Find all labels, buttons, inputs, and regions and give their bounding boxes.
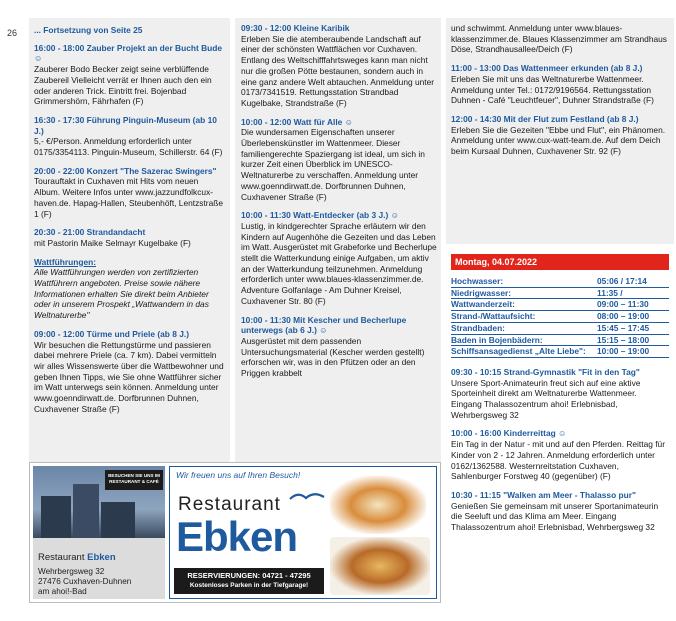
- column-2: [235, 18, 441, 462]
- tide-value: 15:45 – 17:45: [597, 322, 650, 333]
- table-row: [451, 346, 669, 358]
- tide-value: 09:00 – 11:30: [597, 299, 649, 310]
- tide-value: 10:00 – 19:00: [597, 346, 650, 357]
- event-title: 11:00 - 13:00 Das Wattenmeer erkunden (ab 8 J.): [451, 63, 643, 74]
- ad-slogan: Wir freuen uns auf Ihren Besuch!: [176, 470, 301, 480]
- event-body: Die wundersamen Eigenschaften unserer Überlebenskünstler im Wattenmeer. Dieser familiengerechte Spaziergang ist ideal, um sich in kurzer Zeit einen Überblick im UNESCO-Weltnaturerbe zu verschaffen. Anmeldung unter www.goenndirwatt.de. Dorfbrunnen Duhnen, Cuxhavener Straße (F): [241, 127, 425, 202]
- table-row: [451, 287, 669, 299]
- event-body: Wir besuchen die Rettungstürme und passieren dabei mehrere Priele (ca. 7 km). Dabei vermitteln wir alles Wissenswerte über die Wattbewohner und geben Ihnen Tipps, wie Sie ohne Wattführer sicher im Watt unterwegs sein können. Anmeldung unter www.goenndirwatt.de. Dorfbrunnen Duhnen, Cuxhavener Straße (F): [34, 339, 224, 414]
- event-item: [34, 43, 225, 107]
- event-item: [451, 367, 669, 421]
- ad-address: [38, 567, 131, 597]
- ad-right-panel: [169, 466, 437, 599]
- tide-label: Niedrigwasser:: [451, 287, 512, 298]
- event-title: 16:30 - 17:30 Führung Pinguin-Museum (ab 10 J.): [34, 114, 217, 136]
- food-photo: [330, 537, 430, 595]
- event-title: 10:00 - 12:00 Watt für Alle ☺: [241, 116, 354, 127]
- event-title: 16:00 - 18:00 Zauber Projekt an der Bucht Bude ☺: [34, 42, 223, 64]
- event-body: Zauberer Bodo Becker zeigt seine verblüffende Zaubereil Vielleicht verrät er Ihnen auch den ein oder anderen Trick. Eintritt frei. Bojenbad Grimmershörn, Fährhafen (F): [34, 64, 212, 107]
- tide-label: Strandbaden:: [451, 322, 505, 333]
- event-title: 20:00 - 22:00 Konzert "The Sazerac Swingers": [34, 165, 217, 176]
- ad-logo-top: Restaurant: [178, 494, 281, 515]
- event-body: Ausgerüstet mit dem passenden Untersuchungsmaterial (Kescher werden gestellt) erforschen wir, was in den Pfützen oder an den Priggen krabbelt: [241, 335, 425, 379]
- event-item: [241, 315, 437, 379]
- building-photo: [33, 466, 165, 538]
- tide-value: 05:06 / 17:14: [597, 276, 647, 286]
- ad-parking: Kostenloses Parken in der Tiefgarage!: [189, 582, 309, 589]
- ad-address-line: am ahoi!-Bad: [38, 587, 87, 596]
- event-title: 09:30 - 12:00 Kleine Karibik: [241, 23, 350, 33]
- event-body: Unsere Sport-Animateurin freut sich auf eine aktive Sporteinheit direkt am Weltnaturerbe Wattenmeer. Eingang Thalassozentrum ahoi! Erlebnisbad, Wehrbergsweg 32: [451, 377, 641, 420]
- table-row: [451, 311, 669, 323]
- event-body: Erleben Sie die atemberaubende Landschaft auf einer der schönsten Wattflächen vor Cuxhaven. Entlang des Weltschifffahrtsweges kann man nicht nur die großen Pötte bestaunen, sondern auch in eine ganz andere Welt abtauchen. Anmeldung unter 0173/7341519. Rettungsstation Strandbad Kugelbake, Strandstraße (F): [241, 33, 435, 108]
- tide-table: [451, 276, 669, 358]
- event-item: [451, 114, 669, 157]
- event-item: [34, 166, 225, 220]
- tide-label: Wattwanderzeit:: [451, 299, 515, 310]
- section-title: Wattführungen:: [34, 256, 97, 267]
- event-body: mit Pastorin Maike Selmayr Kugelbake (F): [34, 237, 191, 248]
- event-item: [451, 428, 669, 482]
- tide-value: 11:35 /: [597, 287, 623, 298]
- ad-reservation-bar: [174, 568, 324, 594]
- table-row: [451, 322, 669, 334]
- column-1: [29, 18, 230, 462]
- event-body: 5,- €/Person. Anmeldung erforderlich unter 0175/3354113. Pinguin-Museum, Schillerstr. 64 (F): [34, 136, 223, 158]
- ad-badge: BESUCHEN SIE UNS IM RESTAURANT & CAFÉ: [105, 470, 163, 490]
- event-title: 10:00 - 11:30 Mit Kescher und Becherlupe unterwegs (ab 6 J.) ☺: [241, 314, 407, 336]
- ad-name-a: Restaurant: [38, 552, 85, 563]
- event-item: [241, 23, 437, 109]
- event-body: Genießen Sie gemeinsam mit unserer Sportanimateurin die Seeluft und das Klima am Meer. Eingang Thalassozentrum ahoi! Erlebnisbad, Wehrbergsweg 32: [451, 500, 659, 533]
- event-title: 09:00 - 12:00 Türme und Priele (ab 8 J.): [34, 328, 189, 339]
- ad-left-panel: [33, 466, 165, 599]
- event-item: [451, 63, 669, 106]
- tide-value: 15:15 – 18:00: [597, 334, 650, 345]
- event-item: [34, 115, 225, 158]
- event-item: [241, 117, 437, 203]
- event-body: Tourauftakt in Cuxhaven mit Hits vom neuen Album. Weitere Infos unter www.jazzundfolkcux-haven.de. Hapag-Hallen, Steubenhöft, Lentzstraße 1 (F): [34, 176, 224, 219]
- ad-address-line: 27476 Cuxhaven-Duhnen: [38, 577, 132, 586]
- table-row: [451, 299, 669, 311]
- seagull-icon: [288, 489, 328, 503]
- event-continuation: und schwimmt. Anmeldung unter www.blaues-klassenzimmer.de. Blaues Klassenzimmer am Strandhaus Döse, Strandhausallee/Deich (F): [451, 23, 667, 55]
- event-title: 09:30 - 10:15 Strand-Gymnastik "Fit in den Tag": [451, 366, 640, 377]
- events-list-1: [34, 43, 225, 249]
- event-title: 10:30 - 11:15 "Walken am Meer - Thalasso pur": [451, 489, 636, 500]
- tide-label: Baden in Bojenbädern:: [451, 334, 543, 345]
- event-item: [34, 227, 225, 248]
- ad-reservation: RESERVIERUNGEN: 04721 - 47295: [187, 571, 311, 580]
- ad-logo-main: Ebken: [176, 513, 298, 560]
- event-body: Ein Tag in der Natur - mit und auf den Pferden. Reittag für Kinder von 2 - 12 Jahren. Anmeldung erforderlich unter 0162/1362588. Westernreitstation Cuxhaven, Sahlenburger Forstweg 40 (gegenüber) (F): [451, 439, 665, 482]
- page-number: 26: [7, 28, 18, 38]
- event-title: 12:00 - 14:30 Mit der Flut zum Festland (ab 8 J.): [451, 113, 639, 124]
- tide-label: Strand-/Wattaufsicht:: [451, 311, 536, 322]
- event-body: Erleben Sie die Gezeiten "Ebbe und Flut", ein Phänomen. Anmeldung unter www.cux-watt-team.de. Auf dem Deich beim Kursaal Duhnen, Cuxhavener Str. 92 (F): [451, 124, 666, 157]
- restaurant-ad: [29, 462, 441, 603]
- tide-label: Hochwasser:: [451, 276, 504, 286]
- event-body: Lustig, in kindgerechter Sprache erläutern wir den Kindern auf Augenhöhe die Gezeiten und das Leben im Watt. Ausgerüstet mit Grabeforke und Becherlupe stellt die Watterkundung einige Aufgaben, um aktiv an der Watterkundung teilzunehmen. Anmeldung erforderlich unter www.blaues-klassenzimmer.de. Adventure Golfanlage - Am Duhner Kreisel, Cuxhavener Str. 80 (F): [241, 220, 437, 306]
- date-header: Montag, 04.07.2022: [451, 254, 669, 270]
- ad-name-b: Ebken: [87, 552, 116, 563]
- ad-address-line: Wehrbergsweg 32: [38, 567, 105, 576]
- tide-label: Schiffsansagedienst „Alte Liebe":: [451, 346, 586, 357]
- tide-value: 08:00 – 19:00: [597, 311, 650, 322]
- column-3: [446, 18, 674, 244]
- ad-restaurant-name: [38, 552, 116, 563]
- event-item: [241, 210, 437, 306]
- section-note: Alle Wattführungen werden von zertifizierten Wattführern angeboten. Preise sowie nähere Informationen erhalten Sie direkt beim Anbieter oder in unserem Prospekt „Wattwandern in das Weltnaturerbe": [34, 267, 209, 321]
- column-3-day: [446, 248, 674, 603]
- event-title: 10:00 - 16:00 Kinderreittag ☺: [451, 428, 567, 439]
- event-title: 20:30 - 21:00 Strandandacht: [34, 227, 146, 238]
- event-item: [451, 490, 669, 533]
- table-row: [451, 276, 669, 287]
- event-title: 10:00 - 11:30 Watt-Entdecker (ab 3 J.) ☺: [241, 210, 400, 221]
- food-photo: [330, 476, 426, 534]
- event-body: Erleben Sie mit uns das Weltnaturerbe Wattenmeer. Anmeldung unter Tel.: 0172/9196564. Rettungsstation Duhnen - Café "Leuchtfeuer", Duhner Strandstraße (F): [451, 73, 654, 106]
- table-row: [451, 334, 669, 346]
- continuation-note: ... Fortsetzung von Seite 25: [34, 25, 143, 35]
- event-item: [34, 329, 225, 415]
